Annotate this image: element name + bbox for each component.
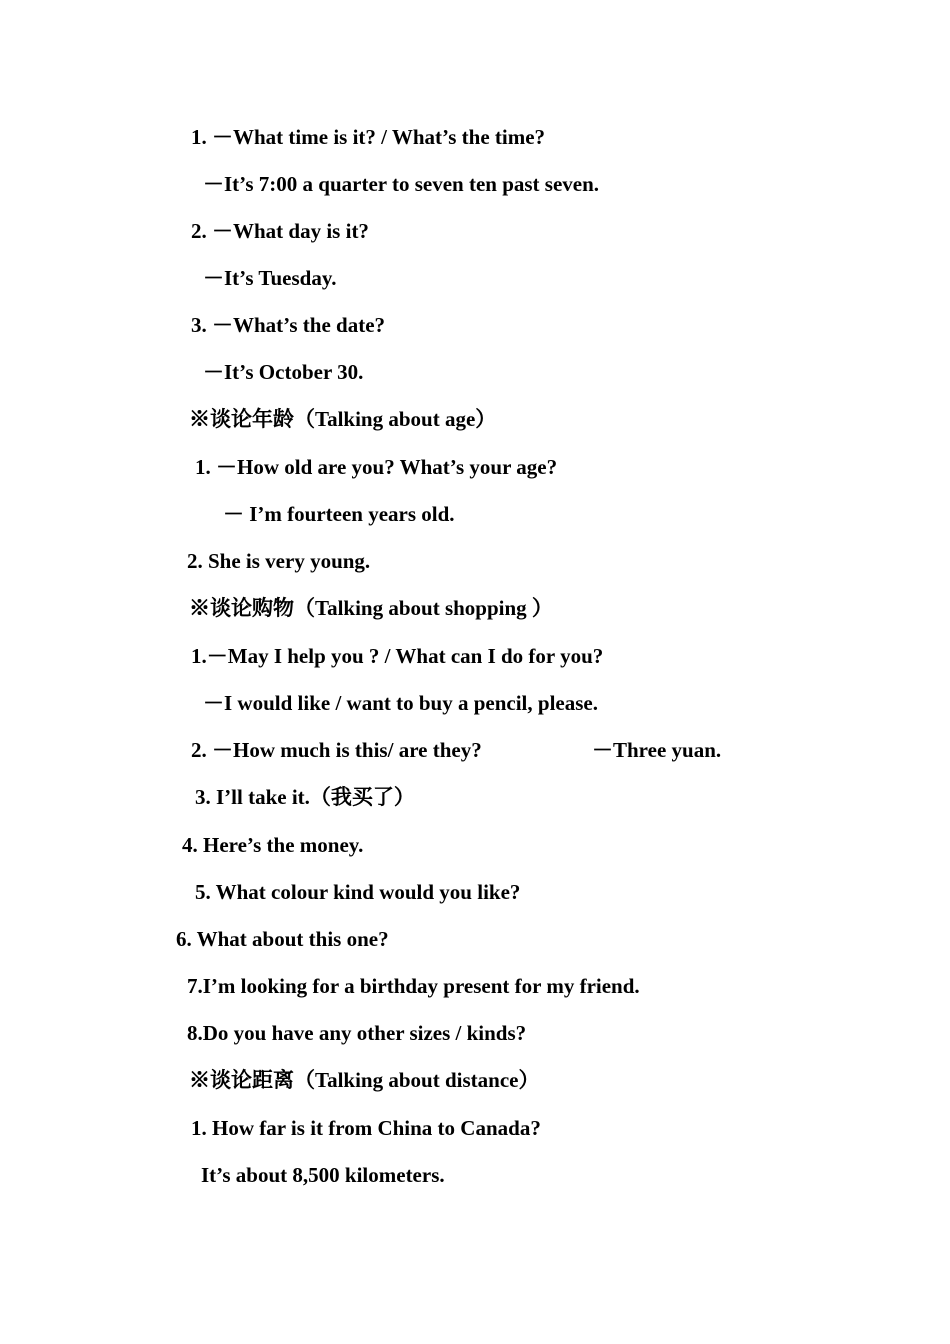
section-heading-distance: ※谈论距离（Talking about distance） xyxy=(189,1068,540,1092)
shopping-offer-answer: －I would like / want to buy a pencil, please. xyxy=(203,691,598,715)
day-question: 2. －What day is it? xyxy=(191,219,369,243)
money-line: 4. Here’s the money. xyxy=(182,833,364,857)
price-question: 2. －How much is this/ are they? xyxy=(191,738,482,762)
take-it-line: 3. I’ll take it.（我买了） xyxy=(195,785,415,809)
age-answer: － I’m fourteen years old. xyxy=(223,502,455,526)
section-heading-age: ※谈论年龄（Talking about age） xyxy=(189,407,497,431)
age-statement: 2. She is very young. xyxy=(187,549,371,573)
price-answer: －Three yuan. xyxy=(592,738,722,762)
colour-question: 5. What colour kind would you like? xyxy=(195,880,521,904)
date-answer: －It’s October 30. xyxy=(203,360,364,384)
time-question: 1. －What time is it? / What’s the time? xyxy=(191,125,546,149)
birthday-present-line: 7.I’m looking for a birthday present for my friend. xyxy=(187,974,640,998)
shopping-offer-question: 1.－May I help you ? / What can I do for you? xyxy=(191,644,604,668)
distance-answer: It’s about 8,500 kilometers. xyxy=(201,1163,445,1187)
age-question: 1. －How old are you? What’s your age? xyxy=(195,455,558,479)
this-one-question: 6. What about this one? xyxy=(176,927,389,951)
section-heading-shopping: ※谈论购物（Talking about shopping ） xyxy=(189,596,553,620)
date-question: 3. －What’s the date? xyxy=(191,313,386,337)
time-answer: －It’s 7:00 a quarter to seven ten past seven. xyxy=(203,172,600,196)
sizes-question: 8.Do you have any other sizes / kinds? xyxy=(187,1021,527,1045)
distance-question: 1. How far is it from China to Canada? xyxy=(191,1116,541,1140)
day-answer: －It’s Tuesday. xyxy=(203,266,337,290)
